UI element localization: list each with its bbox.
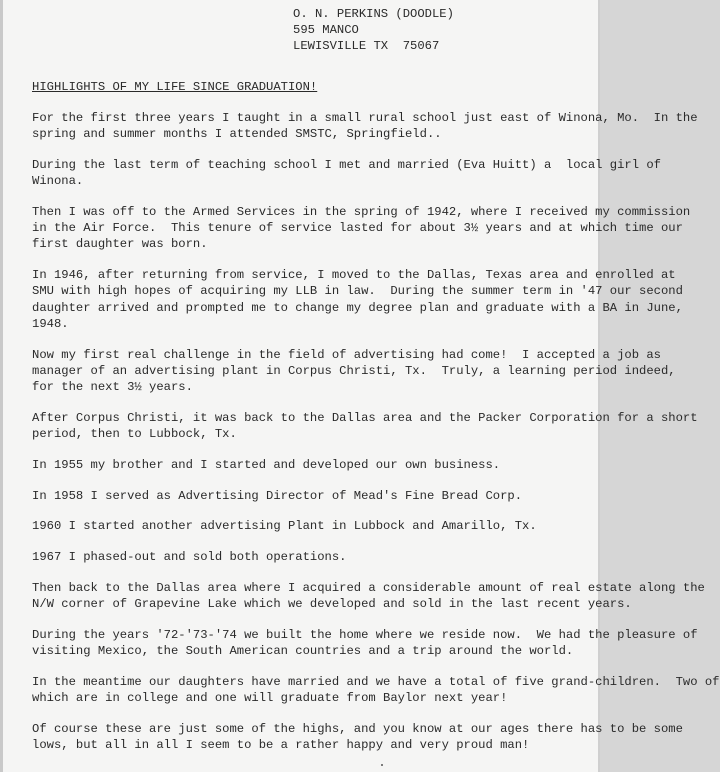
text-line: After Corpus Christi, it was back to the Dallas area and the Packer Corporation for a short bbox=[32, 410, 698, 425]
street-address: 595 MANCO bbox=[293, 23, 359, 38]
author-name: O. N. PERKINS (DOODLE) bbox=[293, 7, 454, 21]
text-line: daughter arrived and prompted me to change my degree plan and graduate with a BA in June, bbox=[32, 300, 683, 315]
city-state-zip: LEWISVILLE TX 75067 bbox=[293, 39, 440, 54]
paragraph bbox=[32, 549, 580, 565]
paragraph bbox=[32, 721, 683, 753]
paragraph bbox=[32, 110, 698, 142]
text-line: period, then to Lubbock, Tx. bbox=[32, 427, 237, 442]
text-line: lows, but all in all I seem to be a rather happy and very proud man! bbox=[32, 738, 530, 753]
paragraph bbox=[32, 518, 580, 534]
text-line: manager of an advertising plant in Corpus Christi, Tx. Truly, a learning period indeed, bbox=[32, 363, 676, 378]
text-line: visiting Mexico, the South American countries and a trip around the world. bbox=[32, 644, 574, 659]
text-line: Winona. bbox=[32, 174, 84, 189]
paragraph bbox=[32, 157, 661, 189]
paragraph bbox=[32, 410, 698, 442]
text-line: Then I was off to the Armed Services in the spring of 1942, where I received my commission bbox=[32, 205, 691, 219]
paragraph bbox=[32, 204, 691, 253]
text-line: During the last term of teaching school I met and married (Eva Huitt) a local girl of bbox=[32, 158, 661, 172]
document-title: HIGHLIGHTS OF MY LIFE SINCE GRADUATION! bbox=[32, 80, 318, 94]
document-body bbox=[32, 110, 720, 768]
text-line: 1967 I phased-out and sold both operations. bbox=[32, 550, 347, 565]
letterhead bbox=[293, 6, 583, 55]
paragraph bbox=[32, 347, 676, 396]
text-line: Of course these are just some of the highs, and you know at our ages there has to be some bbox=[32, 722, 683, 736]
paragraph bbox=[32, 457, 580, 473]
text-line: in the Air Force. This tenure of service lasted for about 3½ years and at which time our bbox=[32, 221, 683, 236]
text-line: SMU with high hopes of acquiring my LLB in law. During the summer term in '47 our second bbox=[32, 284, 683, 299]
text-line: During the years '72-'73-'74 we built the home where we reside now. We had the pleasure of bbox=[32, 628, 698, 642]
text-line: 1948. bbox=[32, 316, 69, 331]
paragraph bbox=[32, 267, 683, 332]
scan-speck bbox=[381, 764, 383, 766]
paragraph bbox=[32, 580, 705, 612]
text-line: For the first three years I taught in a small rural school just east of Winona, Mo. In the bbox=[32, 111, 698, 125]
text-line: N/W corner of Grapevine Lake which we developed and sold in the last recent years. bbox=[32, 597, 632, 612]
text-line: In 1946, after returning from service, I moved to the Dallas, Texas area and enrolled at bbox=[32, 268, 676, 283]
text-line: Then back to the Dallas area where I acquired a considerable amount of real estate along the bbox=[32, 581, 705, 595]
paragraph bbox=[32, 674, 720, 706]
text-line: first daughter was born. bbox=[32, 237, 208, 252]
text-line: In 1958 I served as Advertising Director of Mead's Fine Bread Corp. bbox=[32, 488, 523, 503]
text-line: In 1955 my brother and I started and developed our own business. bbox=[32, 457, 501, 472]
text-line: Now my first real challenge in the field of advertising had come! I accepted a job as bbox=[32, 347, 661, 362]
text-line: 1960 I started another advertising Plant in Lubbock and Amarillo, Tx. bbox=[32, 519, 537, 534]
text-line: for the next 3½ years. bbox=[32, 380, 193, 395]
text-line: spring and summer months I attended SMSTC, Springfield.. bbox=[32, 127, 442, 142]
paragraph bbox=[32, 627, 698, 659]
text-line: In the meantime our daughters have married and we have a total of five grand-children. Two of bbox=[32, 675, 720, 689]
text-line: which are in college and one will graduate from Baylor next year! bbox=[32, 691, 508, 706]
paragraph bbox=[32, 488, 580, 504]
